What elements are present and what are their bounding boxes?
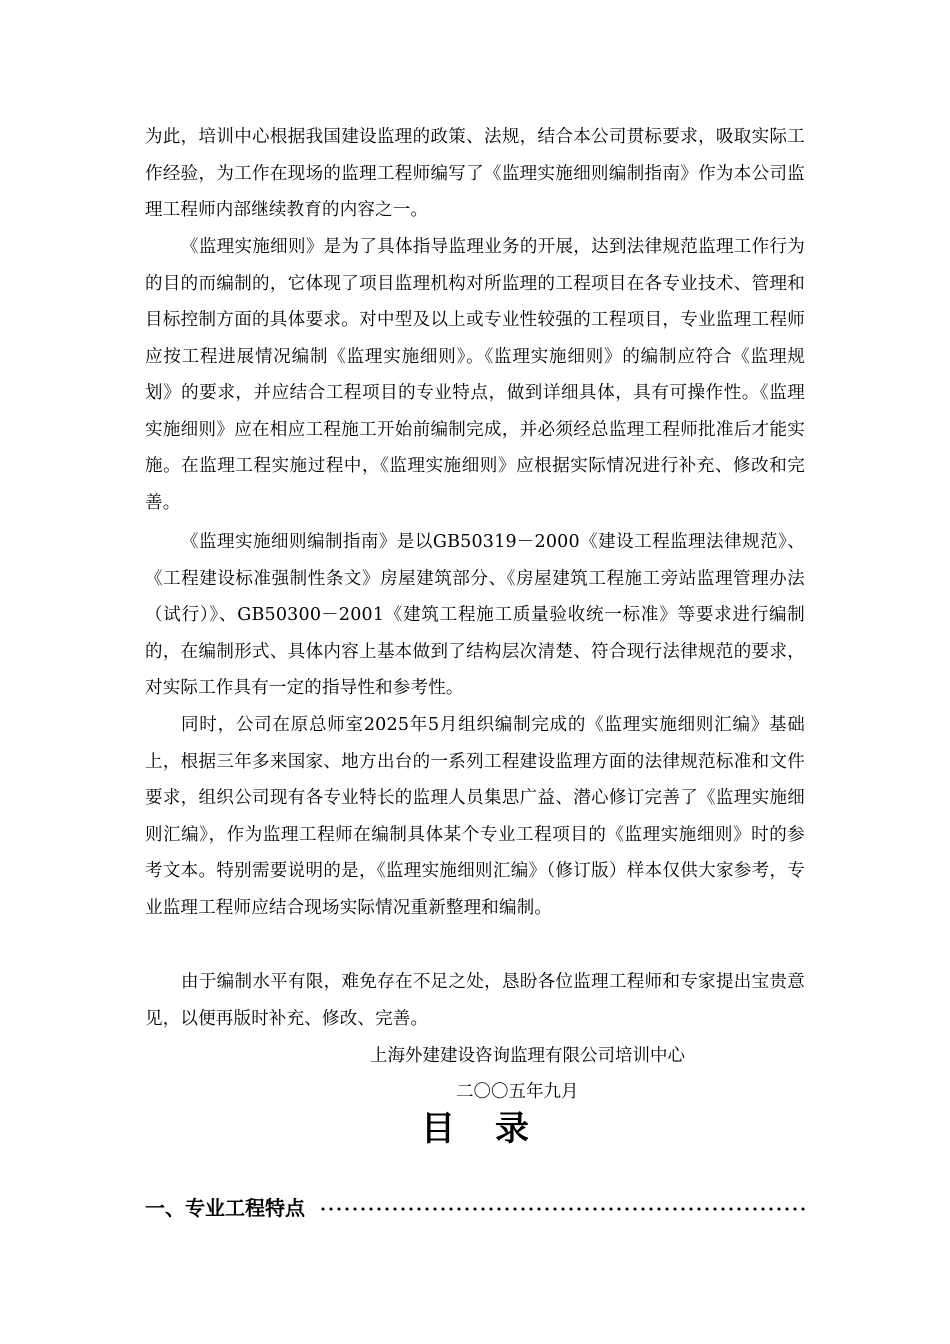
- signature-date: 二〇〇五年九月: [456, 1082, 579, 1102]
- preface-paragraph-4: 同时，公司在原总师室2025年5月组织编制完成的《监理实施细则汇编》基础上，根据三年多来国家、地方出台的一系列工程建设监理方面的法律规范标准和文件要求，组织公司现有各专业特长的监理人员集思广益、潜心修订完善了《监理实施细则汇编》，作为监理工程师在编制具体某个专业工程项目的《监理实施细则》时的参考文本。特别需要说明的是，《监理实施细则汇编》（修订版）样本仅供大家参考，专业监理工程师应结合现场实际情况重新整理和编制。: [145, 715, 805, 918]
- preface-paragraph-2: 《监理实施细则》是为了具体指导监理业务的开展，达到法律规范监理工作行为的目的而编制的，它体现了项目监理机构对所监理的工程项目在各专业技术、管理和目标控制方面的具体要求。对中型及以上或专业性较强的工程项目，专业监理工程师应按工程进展情况编制《监理实施细则》。《监理实施细则》的编制应符合《监理规划》的要求，并应结合工程项目的专业特点，做到详细具体，具有可操作性。《监理实施细则》应在相应工程施工开始前编制完成，并必须经总监理工程师批准后才能实施。在监理工程实施过程中，《监理实施细则》应根据实际情况进行补充、修改和完善。: [145, 237, 805, 513]
- signature-organization: 上海外建建设咨询监理有限公司培训中心: [370, 1046, 685, 1066]
- toc-entry[interactable]: [145, 1186, 805, 1226]
- toc-dot-leader: [319, 1207, 805, 1211]
- toc-title: 目录: [421, 1109, 569, 1149]
- preface-paragraph-3: 《监理实施细则编制指南》是以GB50319－2000《建设工程监理法律规范》、《工程建设标准强制性条文》房屋建筑部分、《房屋建筑工程施工旁站监理管理办法（试行）》、GB50300－2001《建筑工程施工质量验收统一标准》等要求进行编制的，在编制形式、具体内容上基本做到了结构层次清楚、符合现行法律规范的要求，对实际工作具有一定的指导性和参考性。: [145, 532, 805, 698]
- toc-entry-label: 一、专业工程特点: [145, 1195, 305, 1220]
- preface-paragraph-5: 由于编制水平有限，难免存在不足之处，恳盼各位监理工程师和专家提出宝贵意见，以便再版时补充、修改、完善。: [145, 972, 805, 1029]
- preface-paragraph-1: 为此，培训中心根据我国建设监理的政策、法规，结合本公司贯标要求，吸取实际工作经验，为工作在现场的监理工程师编写了《监理实施细则编制指南》作为本公司监理工程师内部继续教育的内容之一。: [145, 127, 805, 220]
